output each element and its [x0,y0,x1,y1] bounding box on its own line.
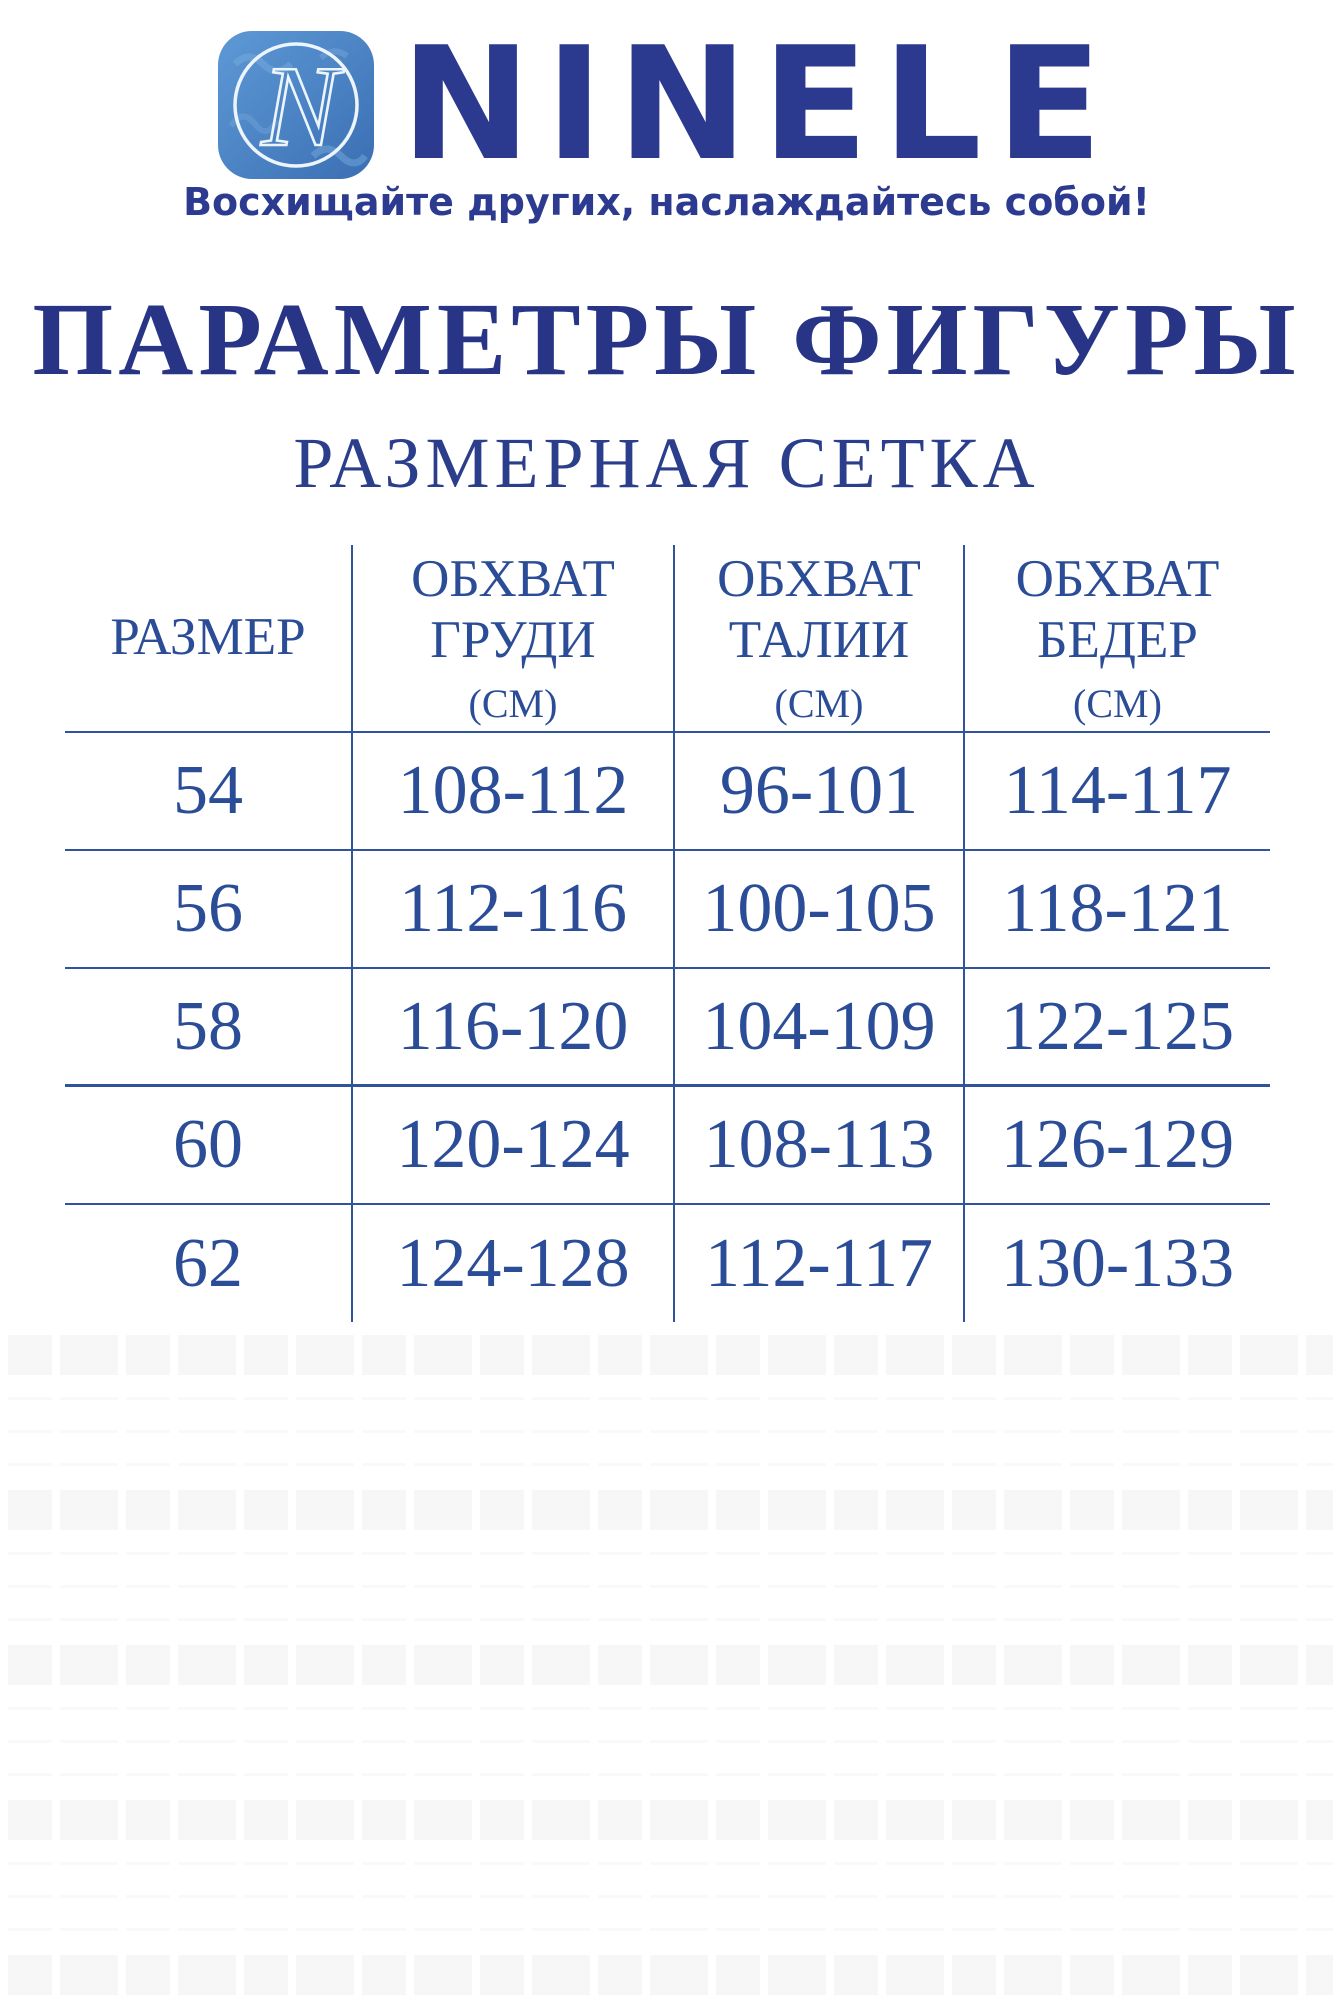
ninele-logo-icon [217,30,375,180]
cell-hips: 122-125 [1000,987,1235,1065]
watermark-pattern [0,1335,1333,2000]
cell-size: 60 [65,1087,353,1203]
page-title: ПАРАМЕТРЫ ФИГУРЫ [32,282,1301,397]
cell-chest: 120-124 [353,1087,675,1203]
size-table [65,545,1270,1322]
column-header-hips-unit: (СМ) [1073,681,1162,727]
brand-header [0,13,1333,196]
cell-size: 62 [65,1205,353,1322]
column-header-waist-label: ОБХВАТ ТАЛИИ [717,549,921,669]
cell-hips: 130-133 [1000,1224,1235,1302]
column-header-chest [353,545,675,731]
column-header-hips-label: ОБХВАТ БЕДЕР [1015,549,1220,669]
table-row [65,969,1270,1087]
column-header-chest-unit: (СМ) [468,681,558,727]
column-header-size-label: РАЗМЕР [110,608,306,667]
cell-waist: 104-109 [675,969,965,1084]
table-row [65,1087,1270,1205]
table-row [65,851,1270,969]
column-header-chest-label: ОБХВАТ ГРУДИ [411,549,615,669]
cell-size: 56 [65,851,353,967]
cell-waist: 100-105 [675,851,965,967]
cell-chest: 124-128 [353,1205,675,1322]
size-table-header [65,545,1270,733]
cell-size: 54 [65,733,353,849]
cell-waist: 96-101 [675,733,965,849]
cell-chest: 112-116 [353,851,675,967]
column-header-waist-unit: (СМ) [774,681,864,727]
brand-wordmark: NINELE [400,13,1117,196]
cell-hips: 118-121 [1002,870,1233,947]
column-header-size [65,545,353,731]
ninele-monogram: N [260,43,339,171]
table-row [65,733,1270,851]
cell-hips: 126-129 [1000,1106,1235,1183]
cell-size: 58 [65,969,353,1084]
column-header-waist [675,545,965,731]
table-row [65,1205,1270,1322]
cell-waist: 108-113 [675,1087,965,1203]
cell-hips: 114-117 [1003,752,1232,829]
cell-chest: 116-120 [353,969,675,1084]
cell-waist: 112-117 [675,1205,965,1322]
column-header-hips [965,545,1270,731]
brand-tagline: Восхищайте других, наслаждайтесь собой! [183,180,1150,224]
page-subtitle: РАЗМЕРНАЯ СЕТКА [293,423,1040,503]
cell-chest: 108-112 [353,733,675,849]
